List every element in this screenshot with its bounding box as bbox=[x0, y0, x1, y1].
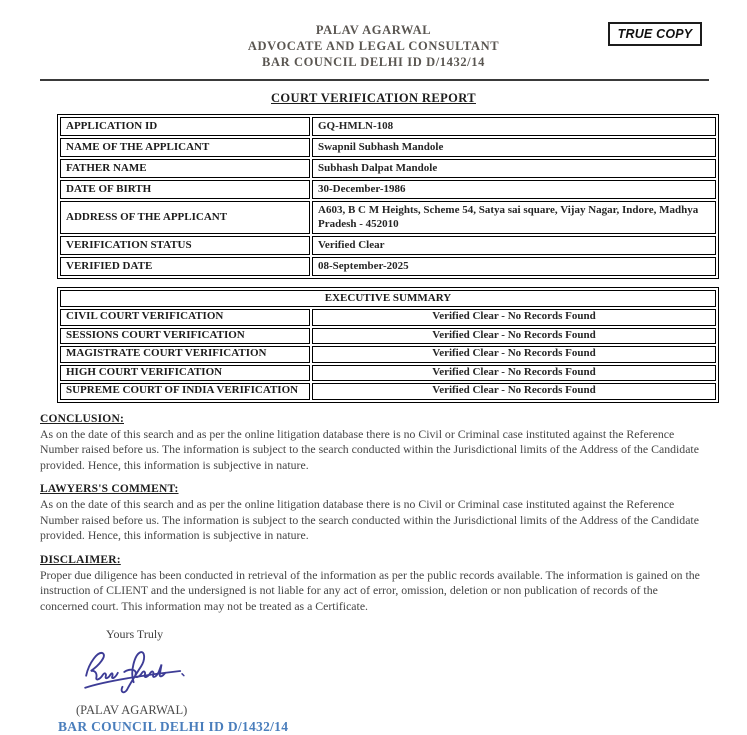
table-row bbox=[60, 180, 716, 199]
applicant-details-table bbox=[57, 114, 719, 279]
summary-value: Verified Clear - No Records Found bbox=[312, 328, 716, 345]
table-row bbox=[60, 201, 716, 234]
summary-value: Verified Clear - No Records Found bbox=[312, 346, 716, 363]
executive-summary-title: EXECUTIVE SUMMARY bbox=[60, 290, 716, 307]
signatory-bar-id: BAR COUNCIL DELHI ID D/1432/14 bbox=[58, 719, 289, 734]
table-row bbox=[60, 346, 716, 363]
table-row bbox=[60, 309, 716, 326]
summary-label: SUPREME COURT OF INDIA VERIFICATION bbox=[60, 383, 310, 400]
table-row bbox=[60, 236, 716, 255]
detail-value: Swapnil Subhash Mandole bbox=[312, 138, 716, 157]
summary-value: Verified Clear - No Records Found bbox=[312, 383, 716, 400]
closing-salutation: Yours Truly bbox=[106, 627, 164, 641]
handwritten-signature-icon bbox=[80, 644, 747, 703]
executive-summary-table bbox=[57, 287, 719, 403]
lawyers-comment-heading: LAWYERS'S COMMENT: bbox=[40, 483, 179, 495]
summary-label: HIGH COURT VERIFICATION bbox=[60, 365, 310, 382]
table-row bbox=[60, 365, 716, 382]
detail-label: NAME OF THE APPLICANT bbox=[60, 138, 310, 157]
header-divider bbox=[40, 79, 709, 81]
detail-value: Verified Clear bbox=[312, 236, 716, 255]
advocate-designation: ADVOCATE AND LEGAL CONSULTANT bbox=[247, 39, 500, 53]
detail-label: DATE OF BIRTH bbox=[60, 180, 310, 199]
summary-value: Verified Clear - No Records Found bbox=[312, 309, 716, 326]
conclusion-heading: CONCLUSION: bbox=[40, 412, 124, 425]
table-row bbox=[60, 383, 716, 400]
table-row bbox=[60, 117, 716, 136]
letterhead-bar-id: BAR COUNCIL DELHI ID D/1432/14 bbox=[262, 55, 485, 69]
summary-value: Verified Clear - No Records Found bbox=[312, 365, 716, 382]
advocate-name: PALAV AGARWAL bbox=[315, 23, 432, 37]
table-row bbox=[60, 138, 716, 157]
summary-label: MAGISTRATE COURT VERIFICATION bbox=[60, 346, 310, 363]
summary-label: SESSIONS COURT VERIFICATION bbox=[60, 328, 310, 345]
lawyers-comment-text: As on the date of this search and as per the online litigation database there is no Civil or Criminal case instituted against the Reference Number raised before us. The information is subject to the search conducted within the Jurisdictional limits of the Address of the Candidate provided. Hence, this information is subjective in nature. bbox=[40, 497, 699, 542]
detail-value: 08-September-2025 bbox=[312, 257, 716, 276]
detail-label: ADDRESS OF THE APPLICANT bbox=[60, 201, 310, 234]
detail-label: APPLICATION ID bbox=[60, 117, 310, 136]
table-row bbox=[60, 257, 716, 276]
detail-label: VERIFIED DATE bbox=[60, 257, 310, 276]
detail-label: VERIFICATION STATUS bbox=[60, 236, 310, 255]
disclaimer-heading: DISCLAIMER: bbox=[40, 553, 121, 566]
disclaimer-text: Proper due diligence has been conducted in retrieval of the information as per the public records available. The information is gained on the instruction of CLIENT and the undersigned is not liable for any act of error, omission, deletion or non publication of records of the concerned court. This information may not be treated as a Certificate. bbox=[40, 567, 700, 613]
detail-value: 30-December-1986 bbox=[312, 180, 716, 199]
signatory-name: (PALAV AGARWAL) bbox=[76, 703, 188, 717]
true-copy-stamp bbox=[608, 22, 702, 46]
lawyers-comment-section bbox=[40, 483, 709, 544]
report-title: COURT VERIFICATION REPORT bbox=[271, 91, 476, 105]
table-row bbox=[60, 159, 716, 178]
detail-value: A603, B C M Heights, Scheme 54, Satya sai square, Vijay Nagar, Indore, Madhya Pradesh - 452010 bbox=[312, 201, 716, 234]
table-row bbox=[60, 328, 716, 345]
detail-label: FATHER NAME bbox=[60, 159, 310, 178]
detail-value: GQ-HMLN-108 bbox=[312, 117, 716, 136]
detail-value: Subhash Dalpat Mandole bbox=[312, 159, 716, 178]
summary-label: CIVIL COURT VERIFICATION bbox=[60, 309, 310, 326]
disclaimer-section bbox=[40, 554, 709, 615]
table-header-row bbox=[60, 290, 716, 307]
conclusion-section bbox=[40, 413, 709, 474]
conclusion-text: As on the date of this search and as per the online litigation database there is no Civil or Criminal case instituted against the Reference Number raised before us. The information is subject to the search conducted within the Jurisdictional limits of the Address of the Candidate provided. Hence, this information is subjective in nature. bbox=[40, 426, 699, 472]
true-copy-stamp-label: TRUE COPY bbox=[617, 27, 693, 41]
